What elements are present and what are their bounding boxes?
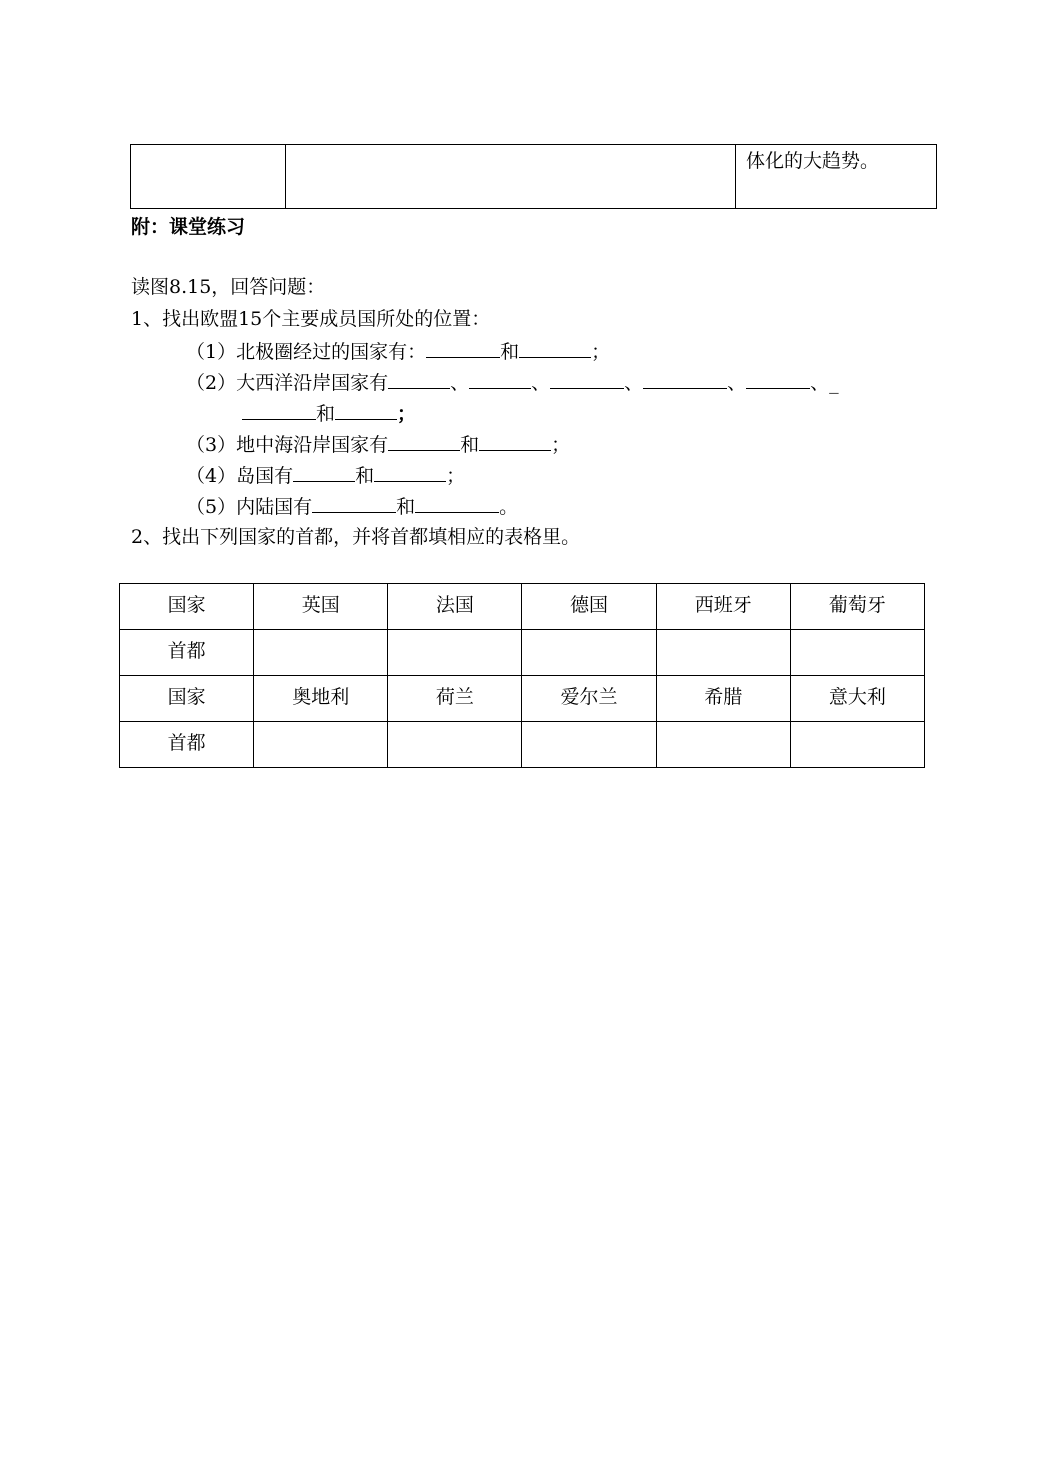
country-cell: 葡萄牙: [790, 584, 924, 630]
answer-blank[interactable]: [643, 370, 727, 389]
capital-input-cell[interactable]: [522, 630, 656, 676]
question-1-item-2-cont: [242, 401, 416, 426]
capital-input-cell[interactable]: [522, 722, 656, 768]
capital-input-cell[interactable]: [254, 630, 388, 676]
and-word: 和: [316, 403, 336, 425]
country-cell: 希腊: [656, 676, 790, 722]
and-word: 和: [460, 434, 480, 456]
section-title: 附：课堂练习: [131, 216, 246, 238]
table-header-cell: 首都: [120, 630, 254, 676]
question-1-title: 1、找出欧盟15个主要成员国所处的位置：: [131, 308, 491, 330]
question-1-item-2: [186, 370, 839, 395]
top-table: [130, 144, 937, 209]
answer-blank[interactable]: [469, 370, 531, 389]
table-row: [120, 630, 925, 676]
punctuation: ；: [397, 403, 417, 425]
country-cell: 荷兰: [388, 676, 522, 722]
answer-blank[interactable]: [335, 401, 397, 420]
punctuation: ；: [591, 341, 611, 363]
capital-input-cell[interactable]: [388, 722, 522, 768]
top-table-cell-2: [286, 145, 736, 209]
punctuation: 、: [531, 372, 551, 394]
punctuation: 、: [727, 372, 747, 394]
and-word: 和: [396, 496, 416, 518]
table-header-cell: 首都: [120, 722, 254, 768]
answer-blank[interactable]: [293, 463, 355, 482]
table-header-cell: 国家: [120, 676, 254, 722]
answer-blank[interactable]: [388, 370, 450, 389]
question-1-item-3: [186, 432, 570, 457]
capital-input-cell[interactable]: [790, 630, 924, 676]
answer-blank[interactable]: [374, 463, 446, 482]
capital-input-cell[interactable]: [790, 722, 924, 768]
capital-input-cell[interactable]: [656, 722, 790, 768]
answer-blank[interactable]: [746, 370, 810, 389]
item-label: （5）内陆国有: [186, 496, 313, 518]
answer-blank[interactable]: [242, 401, 316, 420]
and-word: 和: [500, 341, 520, 363]
country-cell: 德国: [522, 584, 656, 630]
punctuation: 、: [450, 372, 470, 394]
country-cell: 意大利: [790, 676, 924, 722]
country-cell: 爱尔兰: [522, 676, 656, 722]
top-table-cell-3: 体化的大趋势。: [736, 145, 937, 209]
table-header-cell: 国家: [120, 584, 254, 630]
answer-blank[interactable]: [550, 370, 624, 389]
question-1-item-4: [186, 463, 465, 488]
capitals-table: [119, 583, 925, 768]
question-1-item-1: [186, 339, 610, 364]
country-cell: 西班牙: [656, 584, 790, 630]
answer-blank[interactable]: [415, 494, 499, 513]
table-row: [120, 676, 925, 722]
country-cell: 奥地利: [254, 676, 388, 722]
question-2-title: 2、找出下列国家的首都，并将首都填相应的表格里。: [131, 526, 581, 548]
item-label: （1）北极圈经过的国家有：: [186, 341, 427, 363]
answer-blank[interactable]: [312, 494, 396, 513]
item-label: （4）岛国有: [186, 465, 294, 487]
answer-blank[interactable]: [479, 432, 551, 451]
and-word: 和: [355, 465, 375, 487]
top-table-cell-1: [131, 145, 286, 209]
country-cell: 英国: [254, 584, 388, 630]
trailing-underscore: _: [829, 372, 839, 394]
answer-blank[interactable]: [426, 339, 500, 358]
country-cell: 法国: [388, 584, 522, 630]
answer-blank[interactable]: [519, 339, 591, 358]
punctuation: ；: [551, 434, 571, 456]
punctuation: 。: [499, 496, 519, 518]
punctuation: 、: [624, 372, 644, 394]
intro-text: 读图8.15，回答问题：: [131, 276, 326, 298]
item-label: （2）大西洋沿岸国家有: [186, 372, 389, 394]
table-row: [120, 584, 925, 630]
punctuation: 、: [810, 372, 830, 394]
capital-input-cell[interactable]: [254, 722, 388, 768]
table-row: [120, 722, 925, 768]
item-label: （3）地中海沿岸国家有: [186, 434, 389, 456]
question-1-item-5: [186, 494, 518, 519]
punctuation: ；: [446, 465, 466, 487]
capital-input-cell[interactable]: [656, 630, 790, 676]
capital-input-cell[interactable]: [388, 630, 522, 676]
answer-blank[interactable]: [388, 432, 460, 451]
